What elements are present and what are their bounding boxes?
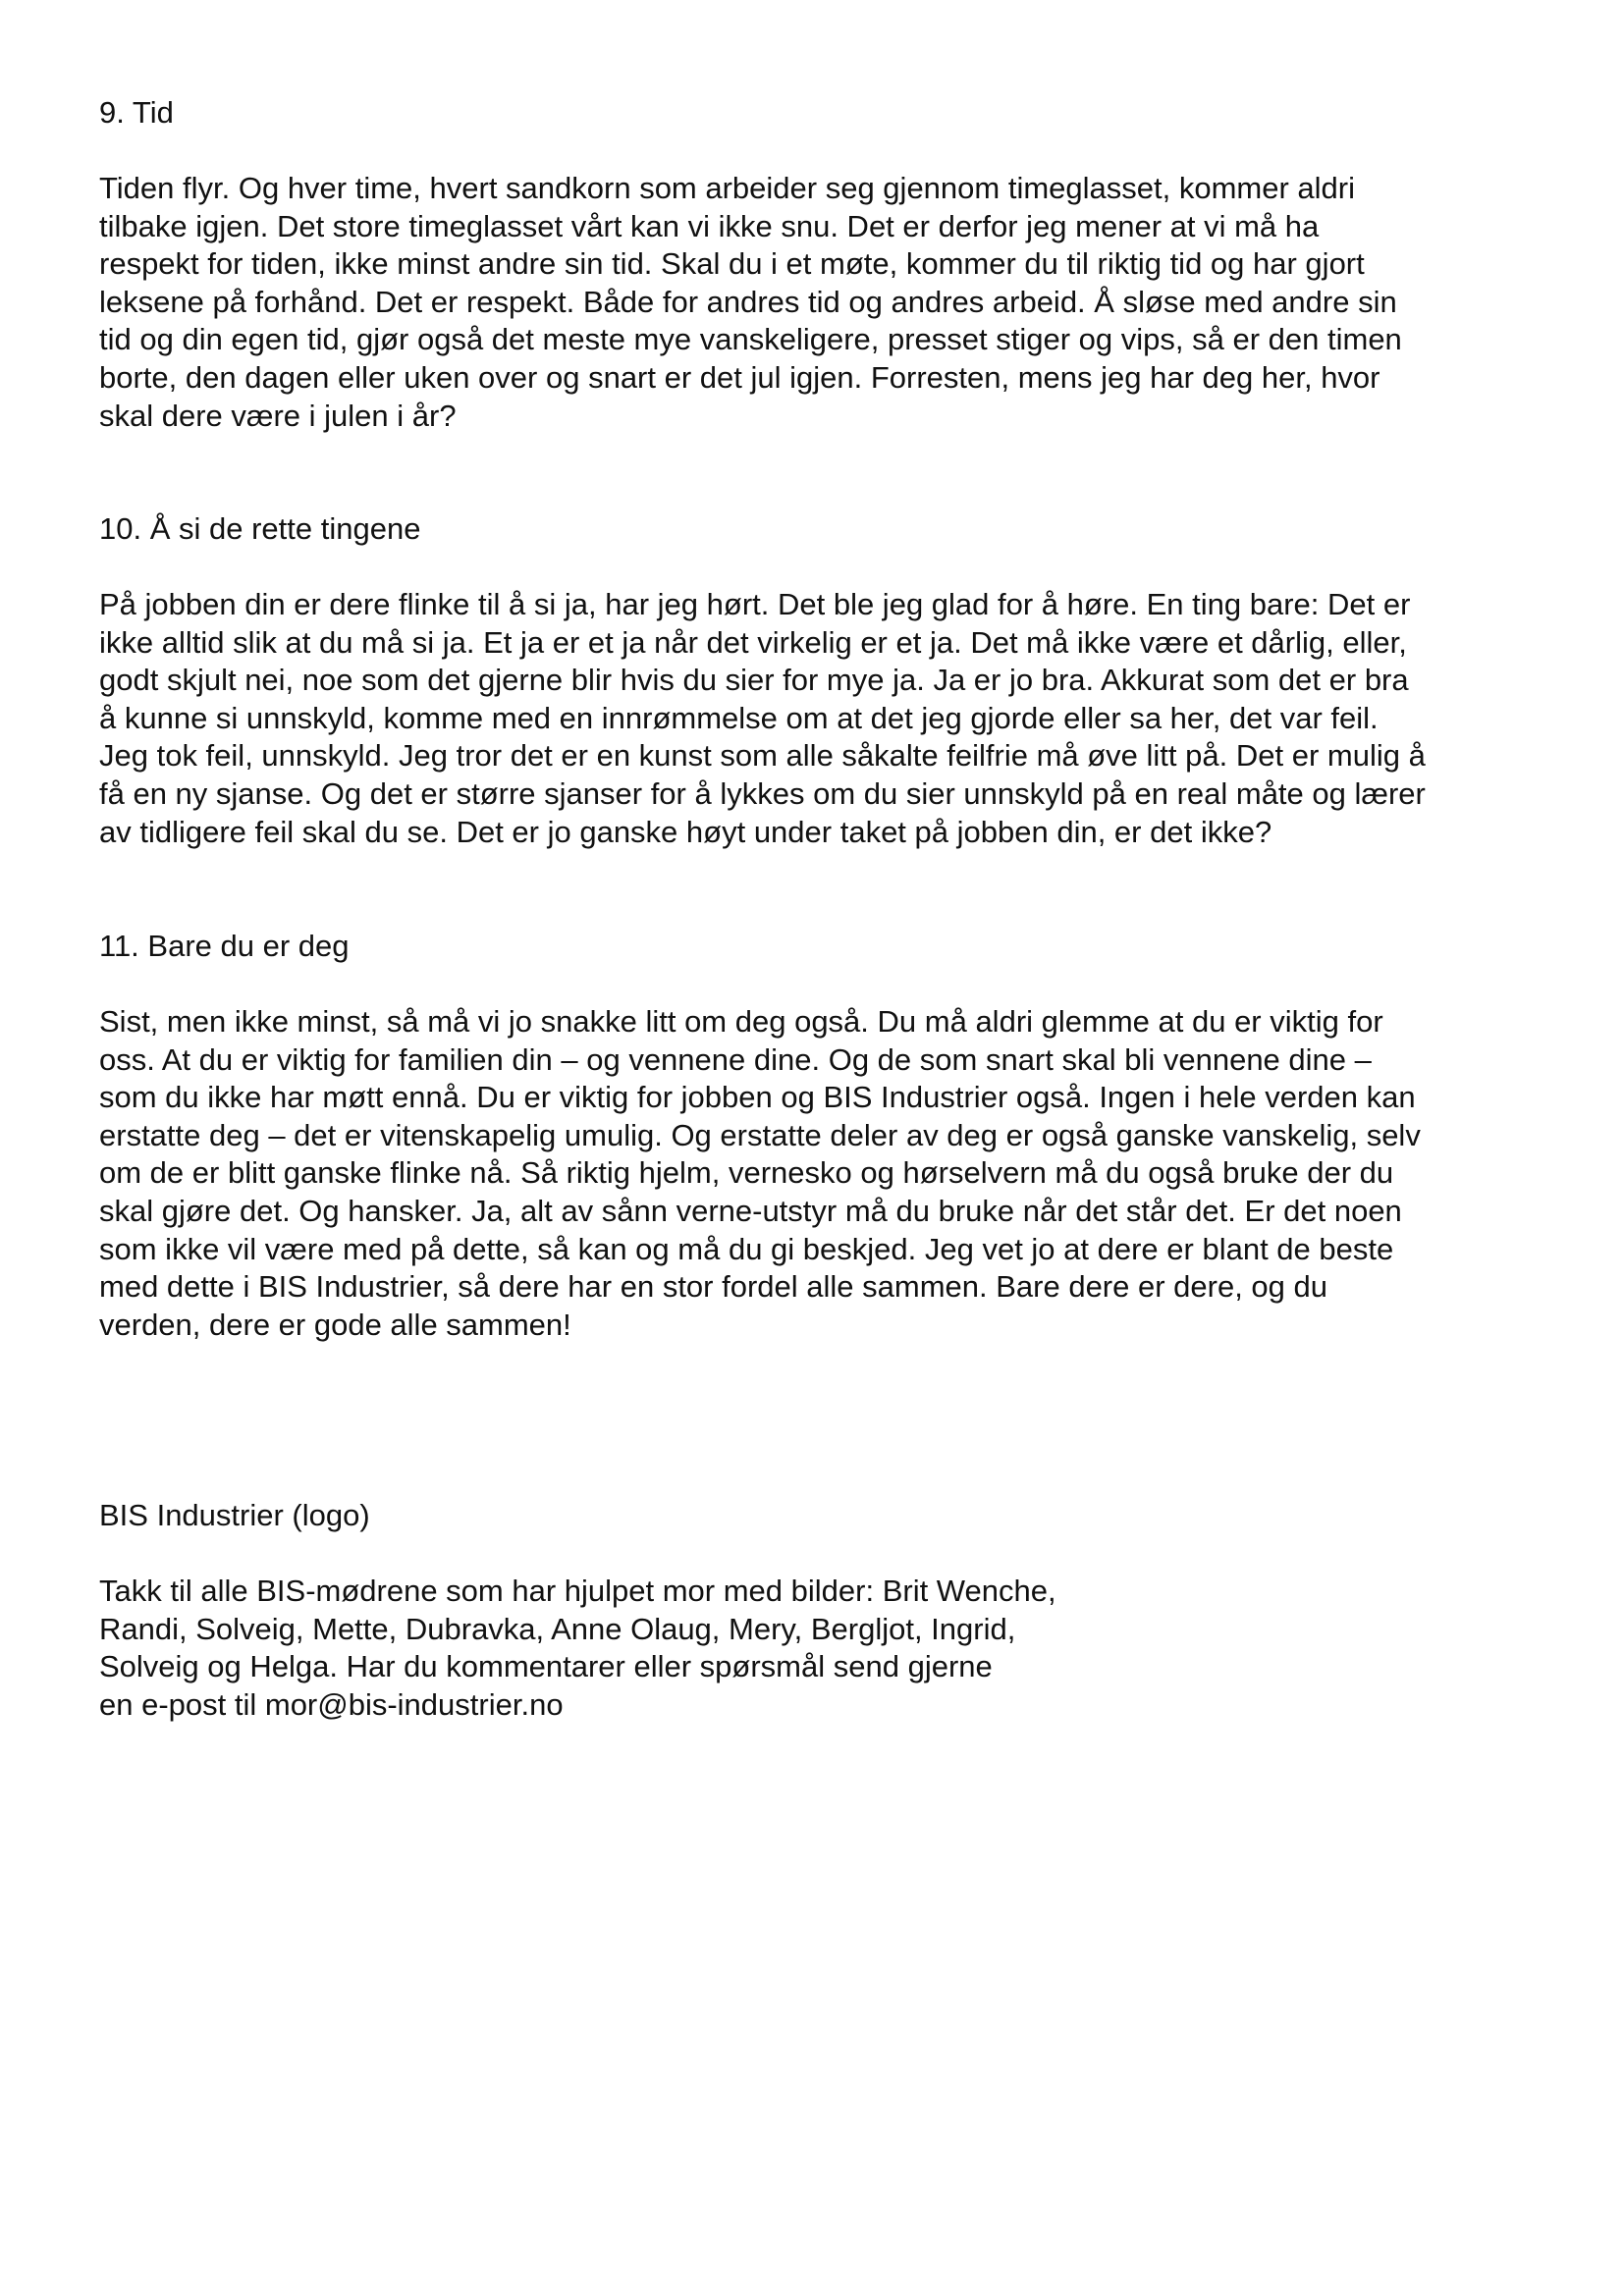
text-line: Solveig og Helga. Har du kommentarer eller spørsmål send gjerne	[99, 1649, 993, 1684]
text-line: oss. At du er viktig for familien din – og vennene dine. Og de som snart skal bli vennene dine –	[99, 1041, 1372, 1077]
section-tid	[99, 94, 1402, 433]
text-line: skal gjøre det. Og hansker. Ja, alt av sånn verne-utstyr må du bruke når det står det. Er det noen	[99, 1193, 1402, 1228]
text-line: borte, den dagen eller uken over og snart er det jul igjen. Forresten, mens jeg har deg her, hvor	[99, 359, 1380, 395]
text-line: Sist, men ikke minst, så må vi jo snakke litt om deg også. Du må aldri glemme at du er viktig for	[99, 1004, 1383, 1039]
text-line: Jeg tok feil, unnskyld. Jeg tror det er en kunst som alle såkalte feilfrie må øve litt på. Det er mulig å	[99, 738, 1426, 774]
footer	[99, 1497, 1056, 1722]
text-line: som du ikke har møtt ennå. Du er viktig for jobben og BIS Industrier også. Ingen i hele verden kan	[99, 1080, 1416, 1115]
text-line: godt skjult nei, noe som det gjerne blir hvis du sier for mye ja. Ja er jo bra. Akkurat som det er bra	[99, 663, 1409, 698]
text-line: Takk til alle BIS-mødrene som har hjulpet mor med bilder: Brit Wenche,	[99, 1574, 1056, 1608]
section-body	[99, 586, 1426, 851]
text-line: erstatte deg – det er vitenskapelig umulig. Og erstatte deler av deg er også ganske vanskelig, selv	[99, 1117, 1421, 1152]
contact-email-line: en e-post til mor@bis-industrier.no	[99, 1686, 564, 1722]
section-heading: 9. Tid	[99, 95, 174, 130]
text-line: skal dere være i julen i år?	[99, 398, 457, 433]
section-bare-du-er-deg	[99, 928, 1421, 1342]
text-line: å kunne si unnskyld, komme med en innrømmelse om at det jeg gjorde eller sa her, det var feil.	[99, 700, 1379, 735]
text-line: respekt for tiden, ikke minst andre sin tid. Skal du i et møte, kommer du til riktig tid og har gjort	[99, 246, 1365, 282]
section-heading: 11. Bare du er deg	[99, 929, 350, 963]
text-line: På jobben din er dere flinke til å si ja, har jeg hørt. Det ble jeg glad for å høre. En ting bare: Det er	[99, 587, 1411, 621]
section-si-de-rette-tingene	[99, 510, 1426, 849]
text-line: tid og din egen tid, gjør også det meste mye vanskeligere, presset stiger og vips, så er den timen	[99, 322, 1402, 357]
text-line: med dette i BIS Industrier, så dere har en stor fordel alle sammen. Bare dere er dere, og du	[99, 1269, 1328, 1305]
text-line: Tiden flyr. Og hver time, hvert sandkorn som arbeider seg gjennom timeglasset, kommer aldri	[99, 171, 1355, 205]
text-line: av tidligere feil skal du se. Det er jo ganske høyt under taket på jobben din, er det ikke?	[99, 814, 1272, 849]
section-body	[99, 1003, 1421, 1344]
credits-text	[99, 1573, 1056, 1724]
text-line: leksene på forhånd. Det er respekt. Både for andres tid og andres arbeid. Å sløse med andre sin	[99, 284, 1397, 319]
logo-placeholder: BIS Industrier (logo)	[99, 1498, 370, 1532]
text-line: Randi, Solveig, Mette, Dubravka, Anne Olaug, Mery, Bergljot, Ingrid,	[99, 1611, 1016, 1646]
section-heading: 10. Å si de rette tingene	[99, 511, 421, 546]
text-line: verden, dere er gode alle sammen!	[99, 1307, 571, 1342]
text-line: om de er blitt ganske flinke nå. Så riktig hjelm, vernesko og hørselvern må du også bruke der du	[99, 1155, 1394, 1191]
text-line: tilbake igjen. Det store timeglasset vårt kan vi ikke snu. Det er derfor jeg mener at vi må ha	[99, 208, 1320, 243]
text-line: ikke alltid slik at du må si ja. Et ja er et ja når det virkelig er et ja. Det må ikke være et dårlig, eller,	[99, 624, 1407, 660]
text-line: som ikke vil være med på dette, så kan og må du gi beskjed. Jeg vet jo at dere er blant de beste	[99, 1231, 1394, 1266]
section-body	[99, 170, 1402, 435]
text-line: få en ny sjanse. Og det er større sjanser for å lykkes om du sier unnskyld på en real måte og lærer	[99, 775, 1426, 811]
